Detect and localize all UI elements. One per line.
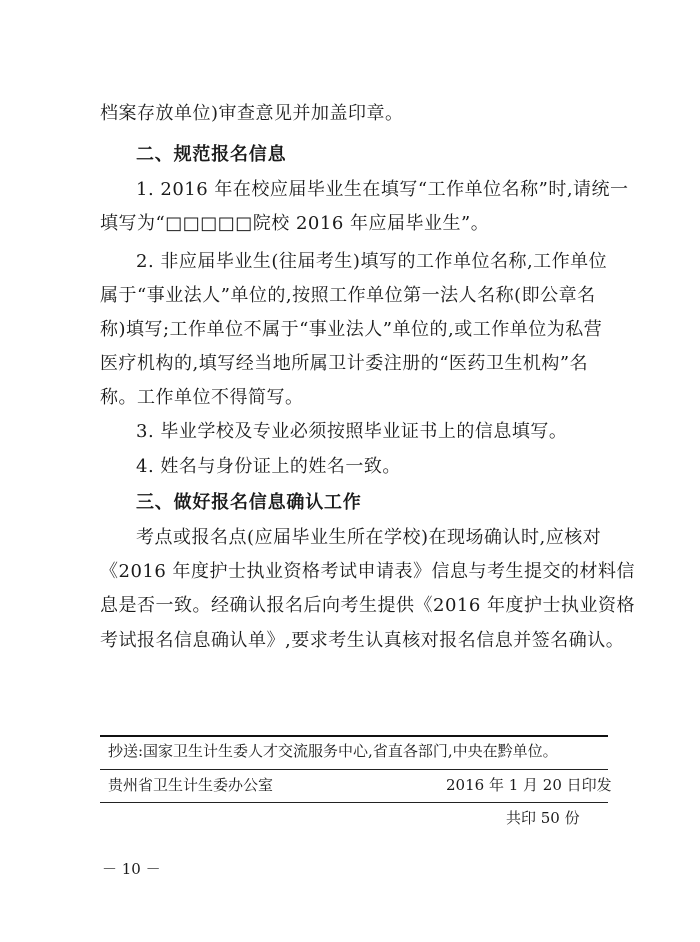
footer-office: 贵州省卫生计生委办公室	[108, 776, 274, 794]
footer-copies: 共印 50 份	[506, 809, 580, 827]
footer-top-rule	[100, 735, 608, 737]
paragraph-5-line-4: 考试报名信息确认单》,要求考生认真核对报名信息并签名确认。	[100, 630, 625, 651]
paragraph-2-line-1: 2. 非应届毕业生(往届考生)填写的工作单位名称,工作单位	[136, 251, 608, 272]
section-heading-3: 三、做好报名信息确认工作	[136, 492, 362, 513]
paragraph-4: 4. 姓名与身份证上的姓名一致。	[136, 456, 401, 477]
paragraph-2-line-5: 称。工作单位不得简写。	[100, 387, 304, 408]
paragraph-5-line-2: 《2016 年度护士执业资格考试申请表》信息与考生提交的材料信	[100, 561, 636, 582]
paragraph-5-line-3: 息是否一致。经确认报名后向考生提供《2016 年度护士执业资格	[100, 595, 636, 616]
footer-bottom-rule	[100, 802, 608, 803]
paragraph-1-line-2: 填写为“□□□□□院校 2016 年应届毕业生”。	[100, 213, 490, 234]
page-number: － 10 －	[102, 860, 161, 878]
footer-middle-rule	[100, 769, 608, 770]
footer-issue-date: 2016 年 1 月 20 日印发	[446, 776, 612, 794]
paragraph-2-line-4: 医疗机构的,填写经当地所属卫计委注册的“医药卫生机构”名	[100, 353, 589, 374]
paragraph-1-line-1: 1. 2016 年在校应届毕业生在填写“工作单位名称”时,请统一	[136, 179, 629, 200]
footer-cc-line: 抄送:国家卫生计生委人才交流服务中心,省直各部门,中央在黔单位。	[108, 742, 558, 760]
paragraph-5-line-1: 考点或报名点(应届毕业生所在学校)在现场确认时,应核对	[136, 527, 602, 548]
body-line-1: 档案存放单位)审查意见并加盖印章。	[100, 103, 404, 124]
section-heading-2: 二、规范报名信息	[136, 144, 287, 165]
paragraph-2-line-2: 属于“事业法人”单位的,按照工作单位第一法人名称(即公章名	[100, 285, 596, 306]
paragraph-3: 3. 毕业学校及专业必须按照毕业证书上的信息填写。	[136, 421, 568, 442]
paragraph-2-line-3: 称)填写;工作单位不属于“事业法人”单位的,或工作单位为私营	[100, 319, 603, 340]
